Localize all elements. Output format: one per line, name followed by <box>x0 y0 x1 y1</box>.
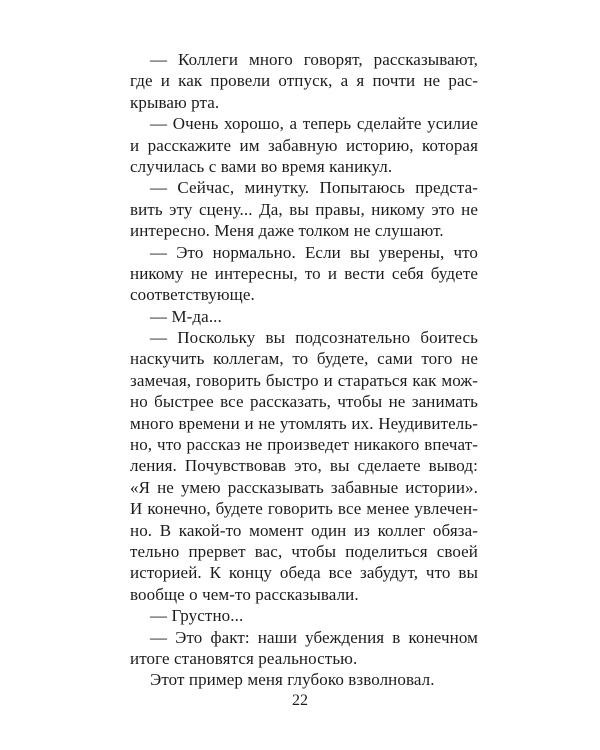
text-line: Этот пример меня глубоко взволновал. <box>150 670 435 690</box>
text-line: — Это факт: наши убеждения в конечном <box>150 627 478 647</box>
text-line: интересно. Меня даже толком не слушают. <box>130 221 444 241</box>
body-text <box>130 49 478 691</box>
text-line: тельно прервет вас, чтобы поделиться своей <box>130 541 478 561</box>
text-line: итоге становятся реальностью. <box>130 648 358 668</box>
text-line: но. В какой-то момент один из коллег обяза- <box>130 520 478 540</box>
text-line: но, что рассказ не произведет никакого впечат- <box>130 435 478 455</box>
text-line: наскучить коллегам, то будете, сами того не <box>130 349 478 369</box>
text-line: «Я не умею рассказывать забавные истории». <box>130 477 478 497</box>
text-line: — Очень хорошо, а теперь сделайте усилие <box>150 114 478 134</box>
text-line: — Это нормально. Если вы уверены, что <box>150 242 478 262</box>
text-line: где и как провели отпуск, а я почти не рас- <box>130 71 478 91</box>
text-line: много времени и не утомлять их. Неудивитель- <box>130 413 478 433</box>
text-line: никому не интересны, то и вести себя будете <box>130 263 478 283</box>
text-line: — Грустно... <box>150 606 244 626</box>
page-number: 22 <box>292 692 308 709</box>
text-line: замечая, говорить быстро и стараться как мож- <box>130 370 478 390</box>
text-line: — Сейчас, минутку. Попытаюсь предста- <box>150 178 478 198</box>
text-line: крываю рта. <box>130 92 220 112</box>
text-line: вить эту сцену... Да, вы правы, никому это не <box>130 199 478 219</box>
text-line: — Поскольку вы подсознательно боитесь <box>150 328 478 348</box>
text-line: — Коллеги много говорят, рассказывают, <box>150 50 478 69</box>
text-line: ления. Почувствовав это, вы сделаете вывод: <box>130 456 478 476</box>
text-line: — М-да... <box>150 306 222 326</box>
text-line: но быстрее все рассказать, чтобы не занимать <box>130 392 478 412</box>
text-line: историей. К концу обеда все забудут, что вы <box>130 563 478 583</box>
text-line: И конечно, будете говорить все менее увлечен- <box>130 499 478 519</box>
text-line: случилась с вами во время каникул. <box>130 156 393 176</box>
text-line: и расскажите им забавную историю, которая <box>130 135 478 155</box>
text-line: соответствующе. <box>130 285 255 305</box>
text-line: вообще о чем-то рассказывали. <box>130 584 359 604</box>
